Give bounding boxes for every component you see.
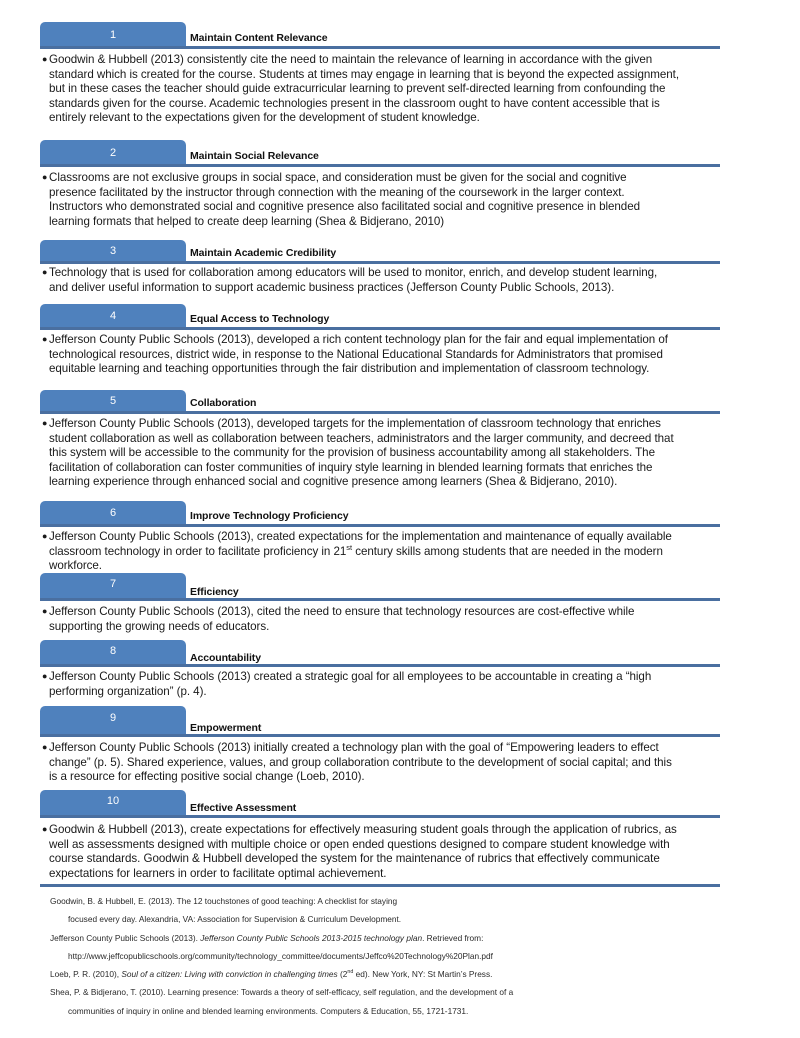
section-number-tab (40, 790, 186, 816)
reference-jefferson-url[interactable]: http://www.jeffcopublicschools.org/community/technology_committee/documents/Jeffco%20Technology%20Plan.pdf (68, 950, 493, 961)
section-number: 10 (106, 795, 120, 807)
section-body: ● Jefferson County Public Schools (2013), developed targets for the implementation of classroom technology that enriches student collaboration as well as collaboration between teachers, administrators and the larger community, and decreed that this system will be accessible to the community for the provision of business accountability among all stakeholders. The facilitation of collaboration can foster communities of inquiry style learning in blended learning formats that enriches the learning experience through enhanced social and cognitive presence among learners (Shea & Bidjerano, 2010). (42, 417, 674, 489)
section-number: 7 (109, 578, 117, 590)
heading-rule (40, 734, 720, 737)
section-header (40, 706, 720, 735)
section-number: 8 (109, 644, 117, 657)
section-body: ● Goodwin & Hubbell (2013) consistently cite the need to maintain the relevance of learning in accordance with the given standard which is created for the course. Students at times may engage in learning that is beyond the expected assignment, but in these cases the teacher should guide extracurricular learning to prevent self-directed learning from confounding the standards given for the course. Academic technologies present in the classroom ought to have content accessible that is entirely relevant to the expectations given for the development of student knowledge. (42, 53, 679, 125)
heading-rule (40, 664, 720, 667)
bullet-icon: ● (42, 334, 48, 344)
heading-rule (40, 598, 720, 601)
section-heading: Maintain Social Relevance (190, 150, 319, 162)
section-header (40, 387, 720, 412)
section-number-tab (40, 304, 186, 328)
bullet-icon: ● (42, 606, 48, 616)
bullet-icon: ● (42, 418, 48, 428)
section-equal-access-to-technology (40, 303, 720, 377)
section-maintain-academic-credibility (40, 237, 720, 295)
references (50, 892, 650, 1020)
section-header (40, 237, 720, 262)
reference-jefferson-line1: Jefferson County Public Schools (2013). Jefferson County Public Schools 2013-2015 technology plan. Retrieved from: (50, 932, 484, 943)
section-number-tab (40, 390, 186, 412)
section-heading: Maintain Content Relevance (190, 32, 328, 44)
section-header (40, 640, 720, 665)
bottom-rule (40, 884, 720, 887)
section-number: 4 (109, 310, 117, 322)
section-header (40, 790, 720, 816)
section-heading: Accountability (190, 652, 261, 664)
section-number: 6 (109, 507, 117, 519)
section-number: 9 (109, 711, 117, 724)
section-efficiency (40, 573, 720, 634)
section-maintain-social-relevance (40, 140, 720, 229)
section-heading: Collaboration (190, 397, 257, 409)
section-body: ● Jefferson County Public Schools (2013) created a strategic goal for all employees to be accountable in creating a “high performing organization” (p. 4). (42, 670, 652, 698)
section-maintain-content-relevance (40, 22, 720, 126)
bullet-icon: ● (42, 671, 48, 681)
section-header (40, 573, 720, 599)
bullet-icon: ● (42, 531, 48, 541)
reference-goodwin-line1: Goodwin, B. & Hubbell, E. (2013). The 12 touchstones of good teaching: A checklist for staying (50, 896, 398, 906)
reference-goodwin-line2: focused every day. Alexandria, VA: Association for Supervision & Curriculum Development. (68, 914, 402, 925)
bullet-icon: ● (42, 54, 48, 64)
section-heading: Maintain Academic Credibility (190, 247, 337, 259)
bullet-icon: ● (42, 824, 48, 834)
section-effective-assessment (40, 790, 720, 881)
section-body: ● Jefferson County Public Schools (2013), developed a rich content technology plan for the fair and equal implementation of technological resources, district wide, in response to the National Educational Standards for Administrators that promised equitable learning and teaching opportunities through the fair distribution and implementation of classroom technology. (42, 333, 668, 376)
reference-loeb: Loeb, P. R. (2010), Soul of a citizen: Living with conviction in challenging times (2nd ed). New York, NY: St Martin’s Press. (50, 969, 493, 980)
section-number-tab (40, 573, 186, 599)
heading-rule (40, 411, 720, 414)
reference-shea-line2: communities of inquiry in online and blended learning environments. Computers & Education, 55, 1721-1731. (68, 1005, 469, 1016)
section-collaboration (40, 387, 720, 490)
heading-rule (40, 815, 720, 818)
section-number-tab (40, 22, 186, 47)
section-body: ● Jefferson County Public Schools (2013), cited the need to ensure that technology resources are cost-effective while supporting the growing needs of educators. (42, 605, 635, 633)
section-header (40, 500, 720, 525)
heading-rule (40, 164, 720, 167)
section-number: 2 (109, 146, 117, 159)
section-heading: Equal Access to Technology (190, 313, 330, 325)
section-heading: Empowerment (190, 722, 262, 734)
section-body: ● Goodwin & Hubbell (2013), create expectations for effectively measuring student goals through the application of rubrics, as well as assessments designed with multiple choice or open ended questions designed to compare student knowledge with course standards. Goodwin & Hubbell developed the system for the maintenance of rubrics that effectively communicate expectations for learners in order to facilitate optimal achievement. (42, 823, 677, 880)
section-number: 1 (109, 28, 117, 41)
reference-shea-line1: Shea, P. & Bidjerano, T. (2010). Learning presence: Towards a theory of self-efficacy, self regulation, and the development of a (50, 987, 514, 998)
section-body: ● Technology that is used for collaboration among educators will be used to monitor, enrich, and develop student learning, and deliver useful information to support academic business practices (Jefferson County Public Schools, 2013). (42, 266, 658, 294)
heading-rule (40, 327, 720, 330)
heading-rule (40, 46, 720, 49)
heading-rule (40, 261, 720, 264)
bullet-icon: ● (42, 267, 48, 277)
section-improve-technology-proficiency (40, 500, 720, 574)
section-number-tab (40, 240, 186, 262)
section-header (40, 303, 720, 328)
section-number-tab (40, 706, 186, 735)
section-body: ● Classrooms are not exclusive groups in social space, and consideration must be given for the social and cognitive presence facilitated by the instructor through connection with the meaning of the coursework in the larger context. Instructors who demonstrated social and cognitive presence also facilitated social and cognitive presence in blended learning formats that helped to create deep learning (Shea & Bidjerano, 2010) (42, 171, 640, 228)
section-empowerment (40, 706, 720, 785)
section-accountability (40, 640, 720, 699)
section-header (40, 22, 720, 47)
section-header (40, 140, 720, 165)
section-heading: Effective Assessment (190, 802, 297, 814)
section-heading: Improve Technology Proficiency (190, 510, 349, 522)
section-number: 5 (109, 395, 117, 407)
section-number-tab (40, 140, 186, 165)
section-body: ● Jefferson County Public Schools (2013), created expectations for the implementation and maintenance of equally available classroom technology in order to facilitate proficiency in 21st century skills among students that are needed in the modern workforce. (42, 530, 672, 573)
section-number-tab (40, 501, 186, 525)
bullet-icon: ● (42, 742, 48, 752)
section-number-tab (40, 640, 186, 665)
section-heading: Efficiency (190, 586, 239, 598)
section-number: 3 (109, 245, 117, 257)
heading-rule (40, 524, 720, 527)
section-body: ● Jefferson County Public Schools (2013) initially created a technology plan with the goal of “Empowering leaders to effect change” (p. 5). Shared experience, values, and group collaboration contribute to the development of social capital; and this is a resource for effecting positive social change (Loeb, 2010). (42, 741, 672, 784)
bullet-icon: ● (42, 172, 48, 182)
